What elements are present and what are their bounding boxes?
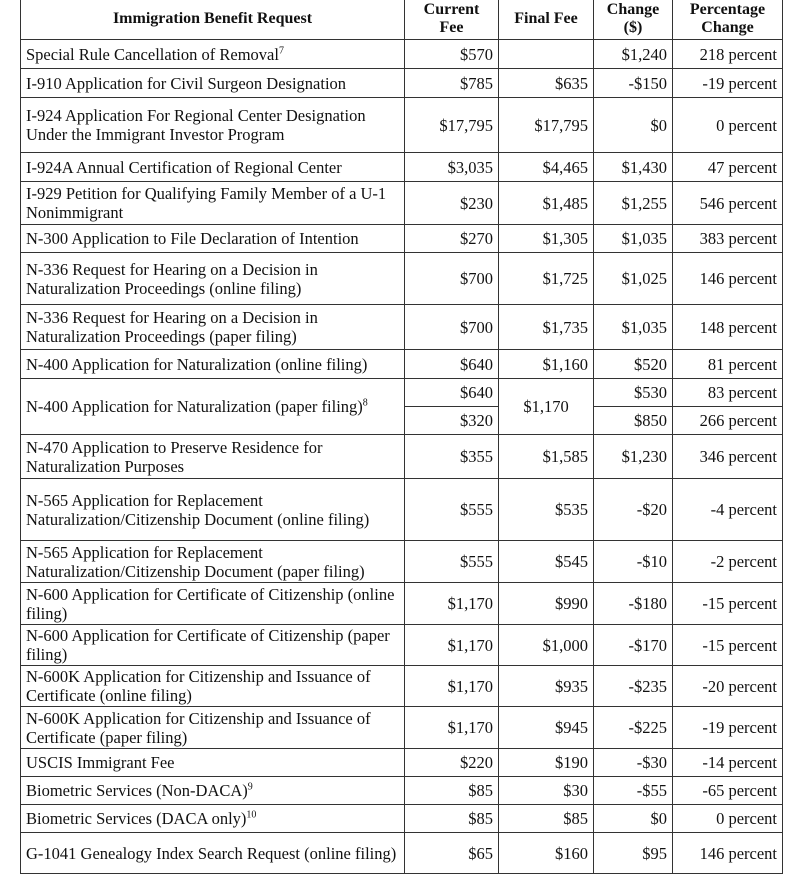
final-fee-cell: $535: [499, 479, 594, 541]
pct-change-cell: -19 percent: [673, 707, 783, 749]
request-cell: N-300 Application to File Declaration of Intention: [21, 225, 405, 253]
change-cell: $1,035: [594, 225, 673, 253]
request-cell: N-565 Application for Replacement Naturalization/Citizenship Document (paper filing): [21, 541, 405, 583]
current-fee-cell: $65: [405, 833, 499, 874]
pct-change-cell: 0 percent: [673, 805, 783, 833]
request-text: N-400 Application for Naturalization (paper filing): [26, 397, 363, 416]
final-fee-cell: $1,725: [499, 253, 594, 305]
change-cell: $1,255: [594, 182, 673, 225]
pct-change-cell: -20 percent: [673, 666, 783, 707]
change-cell: -$180: [594, 583, 673, 625]
change-cell: $1,035: [594, 305, 673, 350]
pct-change-cell: -14 percent: [673, 749, 783, 777]
final-fee-cell: $990: [499, 583, 594, 625]
pct-change-cell: 47 percent: [673, 153, 783, 182]
current-fee-cell: $555: [405, 541, 499, 583]
request-cell: [21, 40, 405, 69]
current-fee-cell: $85: [405, 805, 499, 833]
pct-change-cell: -15 percent: [673, 625, 783, 666]
request-cell: N-336 Request for Hearing on a Decision in Naturalization Proceedings (paper filing): [21, 305, 405, 350]
table-row: [21, 253, 783, 305]
table-row: [21, 805, 783, 833]
current-fee-cell: $220: [405, 749, 499, 777]
current-fee-cell: $85: [405, 777, 499, 805]
header-final-fee: Final Fee: [499, 0, 594, 40]
request-cell: N-400 Application for Naturalization (online filing): [21, 350, 405, 379]
change-cell: $1,240: [594, 40, 673, 69]
change-cell: -$10: [594, 541, 673, 583]
change-cell: -$150: [594, 69, 673, 98]
final-fee-cell: $545: [499, 541, 594, 583]
pct-change-cell: 0 percent: [673, 98, 783, 153]
final-fee-cell: $1,170: [499, 379, 594, 435]
table-row: [21, 583, 783, 625]
header-request: Immigration Benefit Request: [21, 0, 405, 40]
final-fee-cell: [499, 40, 594, 69]
final-fee-cell: $17,795: [499, 98, 594, 153]
change-cell: $95: [594, 833, 673, 874]
change-cell: $0: [594, 805, 673, 833]
final-fee-cell: $85: [499, 805, 594, 833]
current-fee-cell: $1,170: [405, 666, 499, 707]
final-fee-cell: $1,000: [499, 625, 594, 666]
table-row: [21, 625, 783, 666]
footnote-marker: 7: [278, 45, 284, 56]
pct-change-cell: -4 percent: [673, 479, 783, 541]
request-cell: [21, 379, 405, 435]
header-current-fee: Current Fee: [405, 0, 499, 40]
request-cell: [21, 805, 405, 833]
pct-change-cell: 546 percent: [673, 182, 783, 225]
table-row: [21, 666, 783, 707]
change-cell: $530: [594, 379, 673, 407]
table-row: [21, 182, 783, 225]
current-fee-cell: $640: [405, 350, 499, 379]
table-row: [21, 350, 783, 379]
final-fee-cell: $1,735: [499, 305, 594, 350]
pct-change-cell: 346 percent: [673, 435, 783, 479]
pct-change-cell: 81 percent: [673, 350, 783, 379]
pct-change-cell: 218 percent: [673, 40, 783, 69]
current-fee-cell: $1,170: [405, 625, 499, 666]
current-fee-cell: $785: [405, 69, 499, 98]
current-fee-cell: $355: [405, 435, 499, 479]
final-fee-cell: $1,485: [499, 182, 594, 225]
pct-change-cell: -19 percent: [673, 69, 783, 98]
final-fee-cell: $190: [499, 749, 594, 777]
table-row: [21, 479, 783, 541]
current-fee-cell: $270: [405, 225, 499, 253]
request-cell: N-600 Application for Certificate of Citizenship (paper filing): [21, 625, 405, 666]
final-fee-cell: $935: [499, 666, 594, 707]
header-percentage-change: Percentage Change: [673, 0, 783, 40]
fee-comparison-table: [20, 0, 783, 874]
current-fee-cell: $3,035: [405, 153, 499, 182]
table-row: [21, 749, 783, 777]
current-fee-cell: $700: [405, 305, 499, 350]
final-fee-cell: $635: [499, 69, 594, 98]
change-cell: $850: [594, 407, 673, 435]
request-text: Special Rule Cancellation of Removal: [26, 44, 279, 64]
change-cell: -$30: [594, 749, 673, 777]
request-cell: N-565 Application for Replacement Naturalization/Citizenship Document (online filing): [21, 479, 405, 541]
change-cell: $0: [594, 98, 673, 153]
current-fee-cell: $700: [405, 253, 499, 305]
change-cell: $520: [594, 350, 673, 379]
request-cell: I-929 Petition for Qualifying Family Member of a U-1 Nonimmigrant: [21, 182, 405, 225]
change-cell: $1,025: [594, 253, 673, 305]
footnote-marker: 8: [362, 397, 368, 409]
table-header-row: [21, 0, 783, 40]
final-fee-cell: $4,465: [499, 153, 594, 182]
table-row: [21, 435, 783, 479]
change-cell: -$235: [594, 666, 673, 707]
request-text: Biometric Services (DACA only): [26, 809, 247, 828]
request-cell: N-600K Application for Citizenship and Issuance of Certificate (paper filing): [21, 707, 405, 749]
pct-change-cell: 266 percent: [673, 407, 783, 435]
table-row: [21, 707, 783, 749]
final-fee-cell: $160: [499, 833, 594, 874]
header-change: Change ($): [594, 0, 673, 40]
pct-change-cell: -15 percent: [673, 583, 783, 625]
request-text: Biometric Services (Non-DACA): [26, 781, 248, 800]
table-row: [21, 98, 783, 153]
pct-change-cell: 148 percent: [673, 305, 783, 350]
pct-change-cell: 383 percent: [673, 225, 783, 253]
current-fee-cell: $230: [405, 182, 499, 225]
pct-change-cell: 83 percent: [673, 379, 783, 407]
request-cell: G-1041 Genealogy Index Search Request (online filing): [21, 833, 405, 874]
request-cell: N-600K Application for Citizenship and Issuance of Certificate (online filing): [21, 666, 405, 707]
footnote-marker: 10: [246, 809, 257, 821]
table-row: [21, 153, 783, 182]
table-row: [21, 833, 783, 874]
current-fee-cell: $1,170: [405, 707, 499, 749]
final-fee-cell: $1,585: [499, 435, 594, 479]
current-fee-cell: $17,795: [405, 98, 499, 153]
table-row: [21, 379, 783, 407]
change-cell: -$225: [594, 707, 673, 749]
change-cell: $1,230: [594, 435, 673, 479]
footnote-marker: 9: [247, 781, 253, 793]
change-cell: -$170: [594, 625, 673, 666]
final-fee-cell: $1,160: [499, 350, 594, 379]
current-fee-cell: $570: [405, 40, 499, 69]
request-cell: USCIS Immigrant Fee: [21, 749, 405, 777]
pct-change-cell: 146 percent: [673, 253, 783, 305]
request-cell: N-470 Application to Preserve Residence for Naturalization Purposes: [21, 435, 405, 479]
pct-change-cell: 146 percent: [673, 833, 783, 874]
request-cell: N-600 Application for Certificate of Citizenship (online filing): [21, 583, 405, 625]
request-cell: I-924A Annual Certification of Regional Center: [21, 153, 405, 182]
pct-change-cell: -2 percent: [673, 541, 783, 583]
request-cell: N-336 Request for Hearing on a Decision in Naturalization Proceedings (online filing): [21, 253, 405, 305]
request-cell: I-924 Application For Regional Center Designation Under the Immigrant Investor Program: [21, 98, 405, 153]
request-cell: [21, 777, 405, 805]
pct-change-cell: -65 percent: [673, 777, 783, 805]
current-fee-cell: $555: [405, 479, 499, 541]
current-fee-cell: $1,170: [405, 583, 499, 625]
final-fee-cell: $945: [499, 707, 594, 749]
final-fee-cell: $30: [499, 777, 594, 805]
change-cell: -$55: [594, 777, 673, 805]
change-cell: $1,430: [594, 153, 673, 182]
current-fee-cell: $640: [405, 379, 499, 407]
table-row: [21, 225, 783, 253]
change-cell: -$20: [594, 479, 673, 541]
table-row: [21, 40, 783, 69]
table-row: [21, 541, 783, 583]
table-row: [21, 305, 783, 350]
final-fee-cell: $1,305: [499, 225, 594, 253]
current-fee-cell: $320: [405, 407, 499, 435]
table-row: [21, 777, 783, 805]
table-row: [21, 69, 783, 98]
request-cell: I-910 Application for Civil Surgeon Designation: [21, 69, 405, 98]
